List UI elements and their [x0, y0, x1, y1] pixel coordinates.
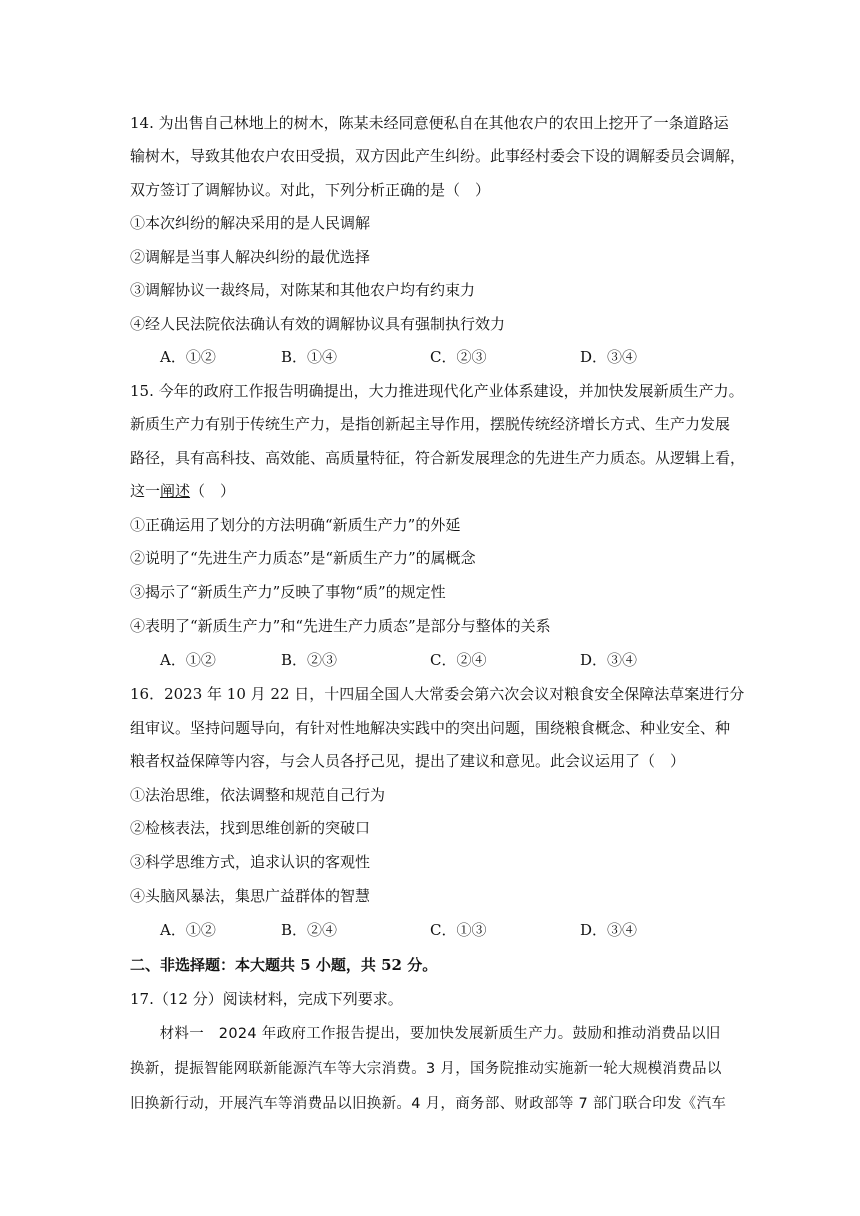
q14-stem-line-3: 双方签订了调解协议。对此，下列分析正确的是（ ） [130, 181, 491, 199]
q16-item-1: ①法治思维，依法调整和规范自己行为 [130, 786, 386, 804]
q14-option-d: D．③④ [580, 348, 638, 366]
q14-option-b: B．①④ [281, 348, 338, 366]
q17-material-line-3: 旧换新行动，开展汽车等消费品以旧换新。4 月，商务部、财政部等 7 部门联合印发《汽车 [130, 1096, 727, 1112]
q14-option-c: C．②③ [430, 348, 487, 366]
q14-option-a: A．①② [160, 348, 216, 366]
q15-underlined-word: 阐述 [160, 482, 191, 500]
q14-item-2: ②调解是当事人解决纠纷的最优选择 [130, 248, 371, 266]
q15-option-d: D．③④ [580, 651, 638, 669]
q16-stem-line-1: 16．2023 年 10 月 22 日，十四届全国人大常委会第六次会议对粮食安全保障法草案进行分 [130, 685, 745, 703]
q16-option-c: C．①③ [430, 921, 487, 939]
q16-item-3: ③科学思维方式，追求认识的客观性 [130, 853, 371, 871]
q14-item-3: ③调解协议一裁终局，对陈某和其他农户均有约束力 [130, 281, 476, 299]
q15-item-1: ①正确运用了划分的方法明确“新质生产力”的外延 [130, 516, 461, 534]
q15-item-4: ④表明了“新质生产力”和“先进生产力质态”是部分与整体的关系 [130, 617, 551, 635]
q16-option-a: A．①② [160, 921, 216, 939]
q15-item-3: ③揭示了“新质生产力”反映了事物“质”的规定性 [130, 583, 446, 601]
q16-option-b: B．②④ [281, 921, 338, 939]
q15-answer-bracket: （ ） [190, 482, 236, 500]
q16-stem-line-2: 组审议。坚持问题导向，有针对性地解决实践中的突出问题，围绕粮食概念、种业安全、种 [130, 719, 731, 737]
section-heading: 二、非选择题：本大题共 5 小题，共 52 分。 [130, 956, 438, 974]
q15-stem-line-3: 路径，具有高科技、高效能、高质量特征，符合新发展理念的先进生产力质态。从逻辑上看， [130, 449, 746, 467]
q14-item-4: ④经人民法院依法确认有效的调解协议具有强制执行效力 [130, 315, 506, 333]
q15-stem-line-1: 15. 今年的政府工作报告明确提出，大力推进现代化产业体系建设，并加快发展新质生产力。 [130, 382, 744, 400]
q15-item-2: ②说明了“先进生产力质态”是“新质生产力”的属概念 [130, 549, 476, 567]
q14-item-1: ①本次纠纷的解决采用的是人民调解 [130, 214, 371, 232]
q15-stem-line-2: 新质生产力有别于传统生产力，是指创新起主导作用，摆脱传统经济增长方式、生产力发展 [130, 415, 731, 433]
q17-intro: 17.（12 分）阅读材料，完成下列要求。 [130, 990, 403, 1008]
q16-stem-line-3: 粮者权益保障等内容，与会人员各抒己见，提出了建议和意见。此会议运用了（ ） [130, 752, 686, 770]
q16-item-4: ④头脑风暴法，集思广益群体的智慧 [130, 887, 371, 905]
q17-material-line-1: 材料一 2024 年政府工作报告提出，要加快发展新质生产力。鼓励和推动消费品以旧 [130, 1026, 721, 1042]
q15-option-b: B．②③ [281, 651, 338, 669]
q15-stem-prefix: 这一 [130, 482, 161, 500]
q14-stem-line-2: 输树木，导致其他农户农田受损，双方因此产生纠纷。此事经村委会下设的调解委员会调解， [130, 147, 746, 165]
q15-option-c: C．②④ [430, 651, 487, 669]
q15-option-a: A．①② [160, 651, 216, 669]
q15-stem-line-4 [130, 481, 235, 501]
q17-material-line-2: 换新，提振智能网联新能源汽车等大宗消费。3 月，国务院推动实施新一轮大规模消费品以 [130, 1061, 722, 1077]
q16-item-2: ②检核表法，找到思维创新的突破口 [130, 819, 371, 837]
q14-stem-line-1: 14. 为出售自己林地上的树木，陈某未经同意便私自在其他农户的农田上挖开了一条道路运 [130, 114, 729, 132]
q16-option-d: D．③④ [580, 921, 638, 939]
